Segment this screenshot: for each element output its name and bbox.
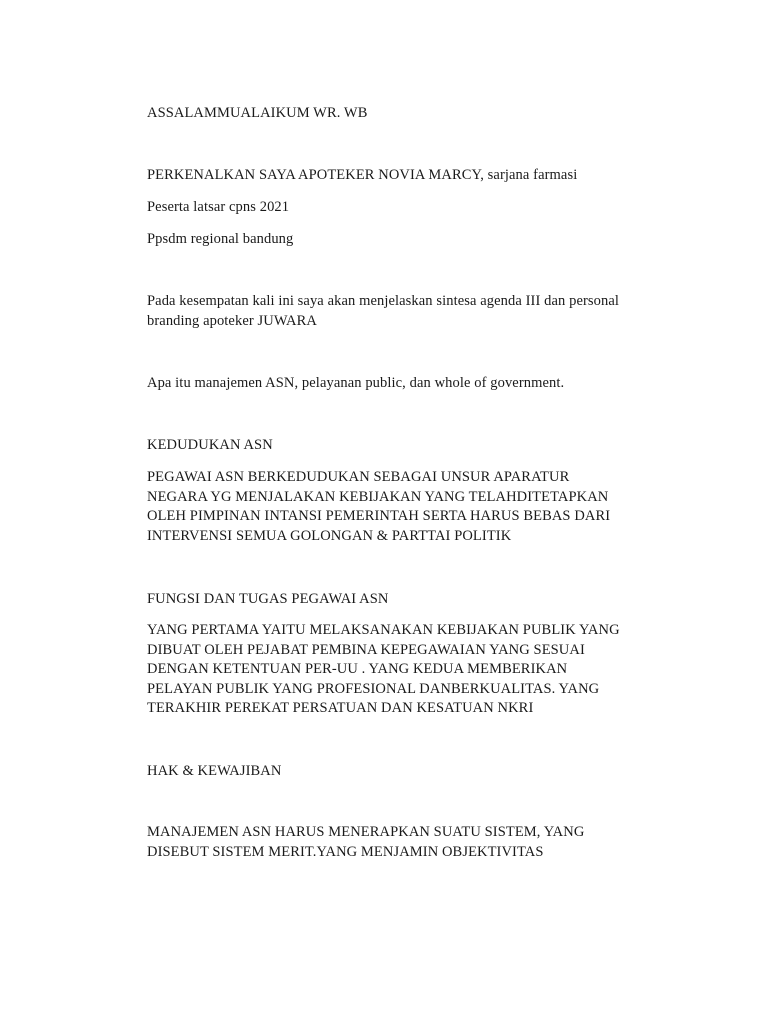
institution-line: Ppsdm regional bandung <box>147 231 294 247</box>
manajemen-body: MANAJEMEN ASN HARUS MENERAPKAN SUATU SISTEM, YANG DISEBUT SISTEM MERIT.YANG MENJAMIN OBJEKTIVITAS <box>147 824 585 860</box>
greeting-line: ASSALAMMUALAIKUM WR. WB <box>147 105 368 121</box>
intro-line: PERKENALKAN SAYA APOTEKER NOVIA MARCY, sarjana farmasi <box>147 167 578 183</box>
fungsi-body: YANG PERTAMA YAITU MELAKSANAKAN KEBIJAKAN PUBLIK YANG DIBUAT OLEH PEJABAT PEMBINA KEPEGAWAIAN YANG SESUAI DENGAN KETENTUAN PER-UU . YANG KEDUA MEMBERIKAN PELAYAN PUBLIK YANG PROFESIONAL DANBERKUALITAS. YANG TERAKHIR PEREKAT PERSATUAN DAN KESATUAN NKRI <box>147 622 620 716</box>
opening-paragraph: Pada kesempatan kali ini saya akan menjelaskan sintesa agenda III dan personal branding apoteker JUWARA <box>147 293 620 329</box>
hak-heading: HAK & KEWAJIBAN <box>147 763 282 779</box>
fungsi-heading: FUNGSI DAN TUGAS PEGAWAI ASN <box>147 591 389 607</box>
topics-paragraph: Apa itu manajemen ASN, pelayanan public, dan whole of government. <box>147 375 565 391</box>
participant-line: Peserta latsar cpns 2021 <box>147 199 290 215</box>
kedudukan-body: PEGAWAI ASN BERKEDUDUKAN SEBAGAI UNSUR APARATUR NEGARA YG MENJALAKAN KEBIJAKAN YANG TELAHDITETAPKAN OLEH PIMPINAN INTANSI PEMERINTAH SERTA HARUS BEBAS DARI INTERVENSI SEMUA GOLONGAN & PARTTAI POLITIK <box>147 469 611 544</box>
kedudukan-heading: KEDUDUKAN ASN <box>147 437 273 453</box>
